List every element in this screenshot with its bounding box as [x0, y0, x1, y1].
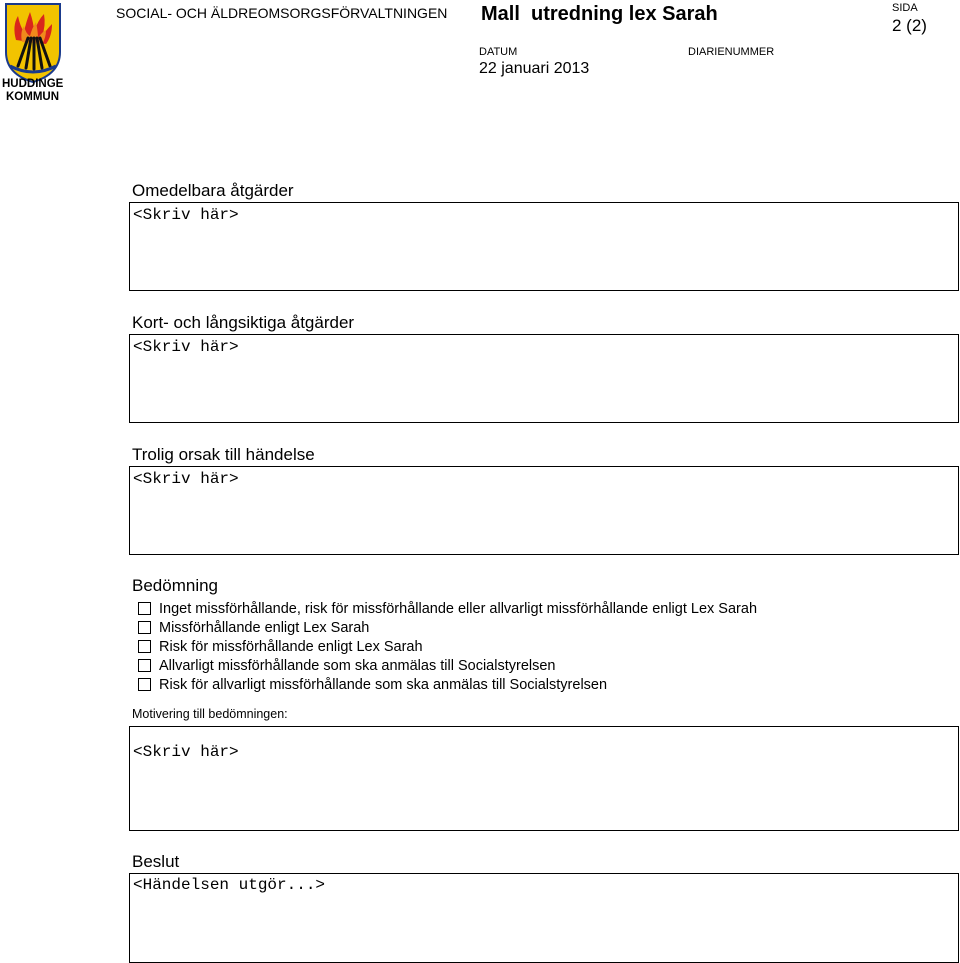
field-placeholder: <Händelsen utgör...> [133, 876, 326, 894]
option-label: Missförhållande enligt Lex Sarah [159, 619, 370, 636]
trolig-orsak-field[interactable] [129, 466, 959, 555]
field-placeholder: <Skriv här> [133, 470, 239, 488]
bedomning-option[interactable] [138, 675, 757, 694]
page-number: 2 (2) [892, 16, 927, 35]
option-label: Allvarligt missförhållande som ska anmälas till Socialstyrelsen [159, 657, 556, 674]
municipality-name-line1: HUDDINGE [2, 78, 64, 90]
section-heading-trolig-orsak: Trolig orsak till händelse [132, 445, 315, 464]
date-value: 22 januari 2013 [479, 60, 590, 77]
huddinge-kommun-logo [4, 2, 64, 103]
section-heading-bedomning: Bedömning [132, 576, 219, 595]
bedomning-option[interactable] [138, 656, 757, 675]
bedomning-checklist [138, 599, 757, 694]
bedomning-option[interactable] [138, 637, 757, 656]
bedomning-option[interactable] [138, 599, 757, 618]
date-label: DATUM [479, 46, 518, 58]
checkbox[interactable] [138, 640, 151, 653]
kort-langsiktiga-atgarder-field[interactable] [129, 334, 959, 423]
field-placeholder: <Skriv här> [133, 206, 239, 224]
option-label: Risk för missförhållande enligt Lex Sarah [159, 638, 423, 655]
section-heading-omedelbara-atgarder: Omedelbara åtgärder [132, 181, 294, 200]
field-placeholder: <Skriv här> [133, 338, 239, 356]
option-label: Risk för allvarligt missförhållande som ska anmälas till Socialstyrelsen [159, 676, 608, 693]
omedelbara-atgarder-field[interactable] [129, 202, 959, 291]
checkbox[interactable] [138, 678, 151, 691]
checkbox[interactable] [138, 659, 151, 672]
bedomning-option[interactable] [138, 618, 757, 637]
checkbox[interactable] [138, 621, 151, 634]
section-heading-kort-langsiktiga-atgarder: Kort- och långsiktiga åtgärder [132, 313, 355, 332]
option-label: Inget missförhållande, risk för missförhållande eller allvarligt missförhållande enligt Lex Sarah [159, 600, 758, 617]
department-name: SOCIAL- OCH ÄLDREOMSORGSFÖRVALTNINGEN [116, 5, 448, 21]
section-heading-beslut: Beslut [132, 852, 180, 871]
diary-number-label: DIARIENUMMER [688, 46, 775, 58]
page-label: SIDA [892, 2, 918, 14]
beslut-field[interactable] [129, 873, 959, 963]
field-placeholder: <Skriv här> [133, 743, 239, 761]
municipality-name-line2: KOMMUN [6, 91, 60, 103]
motivering-label: Motivering till bedömningen: [132, 707, 288, 721]
checkbox[interactable] [138, 602, 151, 615]
document-title: Mall utredning lex Sarah [481, 3, 718, 25]
motivering-field[interactable] [129, 726, 959, 831]
